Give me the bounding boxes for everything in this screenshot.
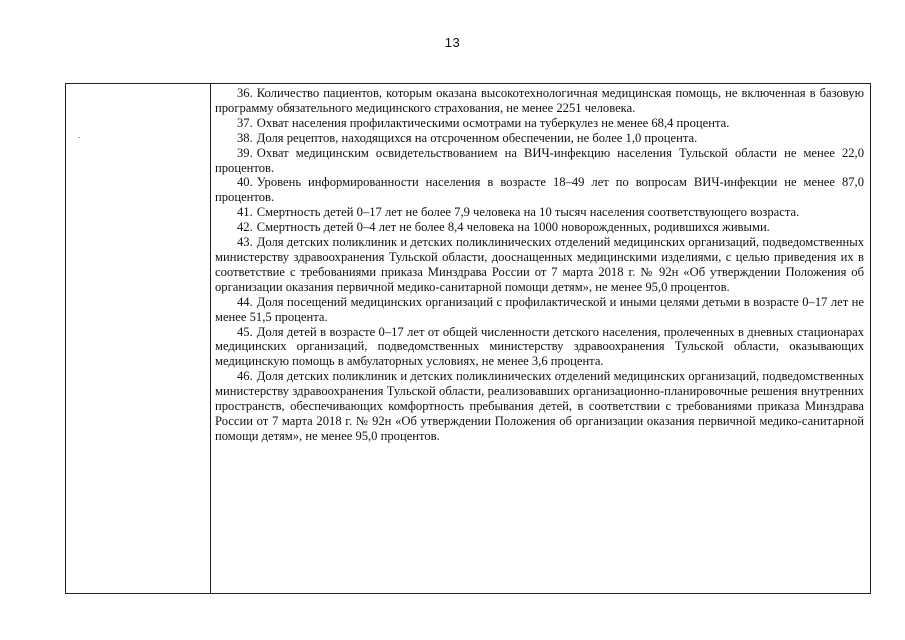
list-item [215,86,864,116]
item-number: 37. [237,115,253,130]
item-text: Доля детей в возрасте 0–17 лет от общей численности детского населения, пролеченных в дневных стационарах медицинских организаций, подведомственных министерству здравоохранения Тульской области, оказывающих медицинскую помощь в амбулаторных условиях, не менее 3,6 процента. [215,324,864,369]
list-item [215,146,864,176]
item-text: Охват медицинским освидетельствованием на ВИЧ-инфекцию населения Тульской области не менее 22,0 процентов. [215,145,864,175]
item-number: 36. [237,86,253,100]
list-item [215,175,864,205]
item-text: Охват населения профилактическими осмотрами на туберкулез не менее 68,4 процента. [256,115,730,130]
item-text: Доля детских поликлиник и детских поликлинических отделений медицинских организаций, подведомственных министерству здравоохранения Тульской области, дооснащенных медицинскими изделиями, с целью приведения их в соответствие с требованиями приказа Минздрава России от 7 марта 2018 г. № 92н «Об утверждении Положения об организации оказания первичной медико-санитарной помощи детям», не менее 95,0 процентов. [215,235,864,294]
list-item [215,235,864,295]
list-item [215,131,864,146]
item-text: Доля детских поликлиник и детских поликлинических отделений медицинских организаций, подведомственных министерству здравоохранения Тульской области, реализовавших организационно-планировочные решения внутренних пространств, обеспечивающих комфортность пребывания детей, в соответствии с требованиями приказа Минздрава России от 7 марта 2018 г. № 92н «Об утверждении Положения об организации оказания первичной медико-санитарной помощи детям», не менее 95,0 процентов. [215,369,864,443]
item-number: 46. [237,369,253,384]
list-item [215,116,864,131]
item-text: Смертность детей 0–17 лет не более 7,9 человека на 10 тысяч населения соответствующего возраста. [256,205,800,220]
table-left-cell [66,84,211,593]
item-number: 45. [237,324,253,339]
page-number: 13 [444,35,461,50]
item-text: Количество пациентов, которым оказана высокотехнологичная медицинская помощь, не включенная в базовую программу обязательного медицинского страхования, не менее 2251 человека. [215,86,864,115]
table-right-cell [211,84,870,593]
item-number: 41. [237,205,253,220]
item-text: Уровень информированности населения в возрасте 18–49 лет по вопросам ВИЧ-инфекции не менее 87,0 процентов. [215,175,864,205]
item-number: 42. [237,220,253,235]
item-number: 44. [237,294,253,309]
item-text: Доля посещений медицинских организаций с профилактической и иными целями детьми в возрасте 0–17 лет не менее 51,5 процента. [215,294,864,324]
content-table [65,83,871,594]
item-number: 40. [237,175,253,190]
item-number: 39. [237,145,253,160]
list-item [215,369,864,444]
list-item [215,325,864,370]
item-number: 43. [237,235,253,250]
item-text: Доля рецептов, находящихся на отсроченном обеспечении, не более 1,0 процента. [256,130,698,145]
item-text: Смертность детей 0–4 лет не более 8,4 человека на 1000 новорожденных, родившихся живыми. [256,220,770,235]
item-number: 38. [237,130,253,145]
list-item [215,220,864,235]
scan-speck [78,137,80,138]
list-item [215,205,864,220]
list-item [215,295,864,325]
